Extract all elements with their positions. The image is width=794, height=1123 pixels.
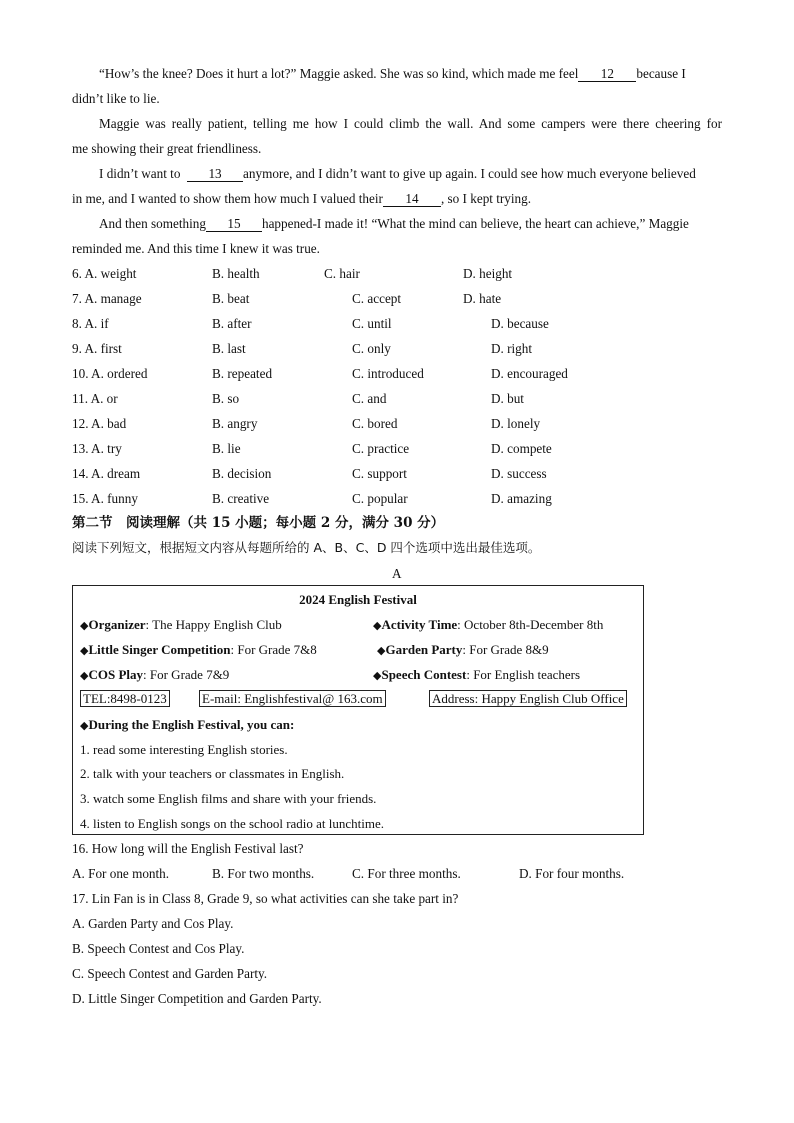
q14-option-c: C. support [352, 466, 407, 481]
passage-text: And then something [99, 216, 206, 231]
q17-option-d: D. Little Singer Competition and Garden Party. [72, 991, 322, 1006]
activity-time-row [373, 617, 603, 634]
festival-item: 4. listen to English songs on the school radio at lunchtime. [80, 816, 385, 831]
diamond-bullet-icon: ◆ [377, 644, 386, 657]
q14-option-a: 14. A. dream [72, 466, 141, 481]
passage-letter: A [392, 566, 402, 581]
q16-option-b: B. For two months. [212, 866, 315, 881]
q7-option-c: C. accept [352, 291, 402, 306]
speech-contest-label: Speech Contest [381, 667, 467, 682]
question-16: 16. How long will the English Festival last? [72, 841, 304, 856]
cos-play-value: : For Grade 7&9 [143, 667, 230, 682]
q7-option-b: B. beat [212, 291, 250, 306]
festival-item: 1. read some interesting English stories. [80, 742, 288, 757]
q14-option-d: D. success [491, 466, 547, 481]
address-box: Address: Happy English Club Office [429, 690, 627, 707]
q6-option-a: 6. A. weight [72, 266, 137, 281]
speech-contest-value: : For English teachers [466, 667, 581, 682]
q6-option-d: D. height [463, 266, 513, 281]
q13-option-d: D. compete [491, 441, 552, 456]
garden-party-label: Garden Party [385, 642, 463, 657]
passage-line-3: Maggie was really patient, telling me how I could climb the wall. And some campers were there cheering for [99, 116, 722, 131]
passage-text: happened-I made it! “What the mind can believe, the heart can achieve,” Maggie [261, 216, 689, 231]
q11-option-c: C. and [352, 391, 387, 406]
tel-box: TEL:8498-0123 [80, 690, 170, 707]
q9-option-c: C. only [352, 341, 391, 356]
q10-option-a: 10. A. ordered [72, 366, 148, 381]
q15-option-d: D. amazing [491, 491, 552, 506]
passage-text: because I [636, 66, 686, 81]
singer-value: : For Grade 7&8 [230, 642, 317, 657]
garden-party-value: : For Grade 8&9 [462, 642, 549, 657]
passage-text: in me, and I wanted to show them how much I valued their [72, 191, 383, 206]
q8-option-a: 8. A. if [72, 316, 109, 331]
q8-option-c: C. until [352, 316, 392, 331]
section-instruction: 阅读下列短文，根据短文内容从每题所给的 A、B、C、D 四个选项中选出最佳选项。 [72, 540, 541, 555]
organizer-value: : The Happy English Club [145, 617, 282, 632]
q12-option-c: C. bored [352, 416, 398, 431]
passage-line-4: me showing their great friendliness. [72, 141, 262, 156]
q10-option-d: D. encouraged [491, 366, 568, 381]
q9-option-b: B. last [212, 341, 246, 356]
q16-option-d: D. For four months. [519, 866, 625, 881]
q9-option-d: D. right [491, 341, 533, 356]
q15-option-a: 15. A. funny [72, 491, 138, 506]
section-title: 第二节 阅读理解（共 15 小题；每小题 2 分，满分 30 分） [72, 515, 445, 531]
q16-option-a: A. For one month. [72, 866, 170, 881]
q15-option-b: B. creative [212, 491, 270, 506]
q8-option-d: D. because [491, 316, 549, 331]
diamond-bullet-icon: ◆ [80, 644, 89, 657]
during-row [80, 717, 294, 734]
q14-option-b: B. decision [212, 466, 272, 481]
q12-option-a: 12. A. bad [72, 416, 127, 431]
blank-12: 12 [578, 67, 636, 82]
diamond-bullet-icon: ◆ [80, 719, 89, 732]
q15-option-c: C. popular [352, 491, 408, 506]
organizer-label: Organizer [88, 617, 146, 632]
q17-option-a: A. Garden Party and Cos Play. [72, 916, 234, 931]
q13-option-a: 13. A. try [72, 441, 122, 456]
passage-text: , so I kept trying. [440, 191, 532, 206]
festival-item: 3. watch some English films and share with your friends. [80, 791, 377, 806]
activity-time-value: : October 8th-December 8th [457, 617, 604, 632]
q17-option-b: B. Speech Contest and Cos Play. [72, 941, 245, 956]
organizer-row [80, 617, 282, 634]
blank-14: 14 [383, 192, 441, 207]
question-17: 17. Lin Fan is in Class 8, Grade 9, so what activities can she take part in? [72, 891, 459, 906]
passage-line-2: didn’t like to lie. [72, 91, 160, 106]
festival-title: 2024 English Festival [299, 592, 417, 607]
diamond-bullet-icon: ◆ [80, 619, 89, 632]
passage-line-5 [99, 166, 696, 182]
passage-line-1 [99, 66, 686, 82]
q10-option-c: C. introduced [352, 366, 424, 381]
singer-label: Little Singer Competition [88, 642, 231, 657]
q11-option-a: 11. A. or [72, 391, 118, 406]
passage-line-6 [72, 191, 531, 207]
q16-option-c: C. For three months. [352, 866, 461, 881]
q6-option-b: B. health [212, 266, 260, 281]
q12-option-d: D. lonely [491, 416, 541, 431]
q8-option-b: B. after [212, 316, 252, 331]
diamond-bullet-icon: ◆ [373, 669, 382, 682]
garden-party-row [377, 642, 549, 659]
blank-15: 15 [206, 217, 262, 232]
q10-option-b: B. repeated [212, 366, 273, 381]
cos-play-row [80, 667, 229, 684]
singer-row [80, 642, 317, 659]
passage-line-8: reminded me. And this time I knew it was true. [72, 241, 320, 256]
q13-option-b: B. lie [212, 441, 241, 456]
q9-option-a: 9. A. first [72, 341, 122, 356]
q13-option-c: C. practice [352, 441, 410, 456]
during-label: During the English Festival, you can: [88, 717, 295, 732]
festival-notice-box [72, 585, 644, 835]
diamond-bullet-icon: ◆ [80, 669, 89, 682]
diamond-bullet-icon: ◆ [373, 619, 382, 632]
passage-text: anymore, and I didn’t want to give up again. I could see how much everyone believed [243, 166, 696, 181]
cos-play-label: COS Play [88, 667, 144, 682]
passage-line-7 [99, 216, 689, 232]
activity-time-label: Activity Time [381, 617, 458, 632]
email-box: E-mail: Englishfestival@ 163.com [199, 690, 386, 707]
q7-option-a: 7. A. manage [72, 291, 142, 306]
q11-option-b: B. so [212, 391, 240, 406]
speech-contest-row [373, 667, 580, 684]
passage-text: “How’s the knee? Does it hurt a lot?” Maggie asked. She was so kind, which made me feel [99, 66, 579, 81]
passage-text: I didn’t want to [99, 166, 181, 181]
q11-option-d: D. but [491, 391, 524, 406]
q17-option-c: C. Speech Contest and Garden Party. [72, 966, 268, 981]
q7-option-d: D. hate [463, 291, 502, 306]
festival-item: 2. talk with your teachers or classmates in English. [80, 766, 345, 781]
q12-option-b: B. angry [212, 416, 258, 431]
q6-option-c: C. hair [324, 266, 360, 281]
blank-13: 13 [187, 167, 243, 182]
